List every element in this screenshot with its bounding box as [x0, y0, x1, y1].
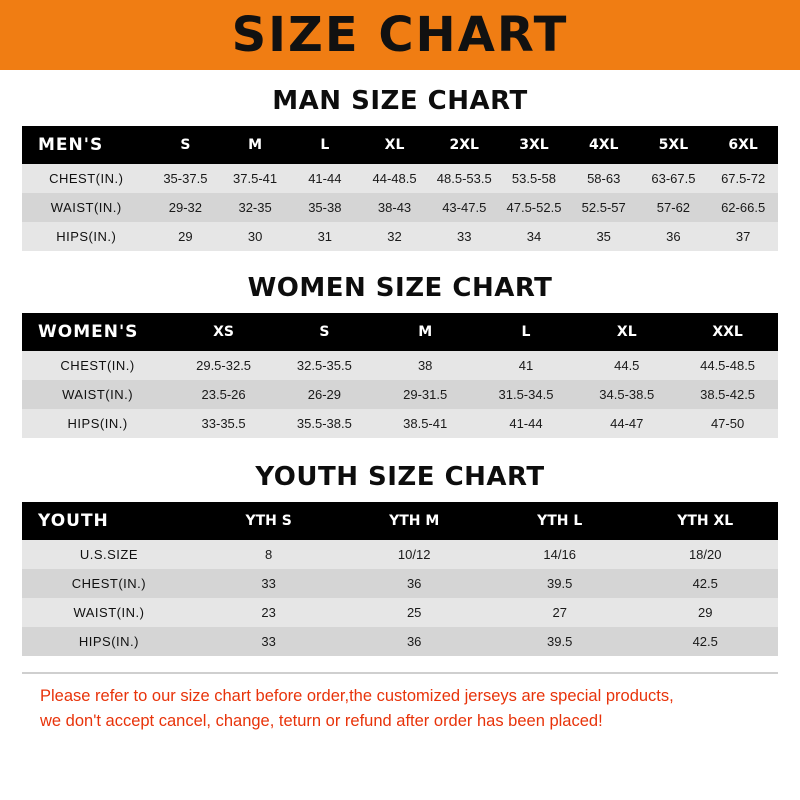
cell: 36: [639, 222, 709, 251]
women-section-title: WOMEN SIZE CHART: [247, 273, 553, 303]
footer-note-line-2: we don't accept cancel, change, teturn or refund after order has been placed!: [40, 711, 603, 730]
row-label: CHEST(IN.): [22, 569, 196, 598]
cell: 67.5-72: [708, 164, 778, 193]
youth-header-label: YOUTH: [22, 502, 196, 540]
youth-header-l: YTH L: [487, 502, 633, 540]
cell: 44.5: [576, 351, 677, 380]
men-header-4xl: 4XL: [569, 126, 639, 164]
row-label: CHEST(IN.): [22, 164, 151, 193]
cell: 26-29: [274, 380, 375, 409]
table-row: [22, 627, 778, 656]
cell: 37.5-41: [220, 164, 290, 193]
table-row: [22, 540, 778, 569]
cell: 29: [151, 222, 221, 251]
men-header-s: S: [151, 126, 221, 164]
table-row: [22, 598, 778, 627]
cell: 34: [499, 222, 569, 251]
cell: 39.5: [487, 569, 633, 598]
men-header-5xl: 5XL: [639, 126, 709, 164]
table-header-row: [22, 313, 778, 351]
header-band: [0, 0, 800, 70]
cell: 48.5-53.5: [429, 164, 499, 193]
cell: 33: [429, 222, 499, 251]
women-size-table: [22, 313, 778, 438]
women-header-label: WOMEN'S: [22, 313, 173, 351]
youth-header-m: YTH M: [341, 502, 487, 540]
cell: 63-67.5: [639, 164, 709, 193]
row-label: WAIST(IN.): [22, 193, 151, 222]
women-header-m: M: [375, 313, 476, 351]
cell: 29.5-32.5: [173, 351, 274, 380]
cell: 33: [196, 627, 342, 656]
footer-note-line-1: Please refer to our size chart before order,the customized jerseys are special products,: [40, 687, 674, 705]
cell: 32-35: [220, 193, 290, 222]
cell: 38.5-41: [375, 409, 476, 438]
women-header-s: S: [274, 313, 375, 351]
cell: 32.5-35.5: [274, 351, 375, 380]
cell: 53.5-58: [499, 164, 569, 193]
cell: 35-38: [290, 193, 360, 222]
men-header-6xl: 6XL: [708, 126, 778, 164]
women-header-l: L: [476, 313, 577, 351]
row-label: HIPS(IN.): [22, 409, 173, 438]
row-label: WAIST(IN.): [22, 598, 196, 627]
men-size-table: [22, 126, 778, 251]
cell: 35.5-38.5: [274, 409, 375, 438]
cell: 38.5-42.5: [677, 380, 778, 409]
cell: 47.5-52.5: [499, 193, 569, 222]
men-header-m: M: [220, 126, 290, 164]
row-label: CHEST(IN.): [22, 351, 173, 380]
table-row: [22, 380, 778, 409]
row-label: HIPS(IN.): [22, 222, 151, 251]
cell: 27: [487, 598, 633, 627]
cell: 23: [196, 598, 342, 627]
cell: 18/20: [632, 540, 778, 569]
cell: 23.5-26: [173, 380, 274, 409]
cell: 44.5-48.5: [677, 351, 778, 380]
cell: 42.5: [632, 569, 778, 598]
cell: 38: [375, 351, 476, 380]
men-section-title: MAN SIZE CHART: [272, 86, 528, 116]
cell: 33: [196, 569, 342, 598]
row-label: HIPS(IN.): [22, 627, 196, 656]
cell: 44-47: [576, 409, 677, 438]
youth-header-xl: YTH XL: [632, 502, 778, 540]
cell: 14/16: [487, 540, 633, 569]
content-area: [0, 86, 800, 734]
cell: 42.5: [632, 627, 778, 656]
table-row: [22, 351, 778, 380]
women-header-xs: XS: [173, 313, 274, 351]
cell: 29-32: [151, 193, 221, 222]
row-label: U.S.SIZE: [22, 540, 196, 569]
page-title: SIZE CHART: [231, 7, 569, 63]
cell: 32: [360, 222, 430, 251]
men-header-xl: XL: [360, 126, 430, 164]
footer-note: [22, 672, 778, 734]
cell: 41-44: [476, 409, 577, 438]
cell: 38-43: [360, 193, 430, 222]
women-header-xl: XL: [576, 313, 677, 351]
cell: 30: [220, 222, 290, 251]
cell: 62-66.5: [708, 193, 778, 222]
table-row: [22, 222, 778, 251]
youth-size-table: [22, 502, 778, 656]
table-header-row: [22, 126, 778, 164]
table-row: [22, 164, 778, 193]
cell: 41-44: [290, 164, 360, 193]
cell: 29: [632, 598, 778, 627]
table-header-row: [22, 502, 778, 540]
row-label: WAIST(IN.): [22, 380, 173, 409]
cell: 43-47.5: [429, 193, 499, 222]
cell: 10/12: [341, 540, 487, 569]
cell: 57-62: [639, 193, 709, 222]
cell: 36: [341, 627, 487, 656]
cell: 52.5-57: [569, 193, 639, 222]
cell: 44-48.5: [360, 164, 430, 193]
cell: 34.5-38.5: [576, 380, 677, 409]
cell: 41: [476, 351, 577, 380]
cell: 36: [341, 569, 487, 598]
table-row: [22, 569, 778, 598]
men-header-l: L: [290, 126, 360, 164]
cell: 39.5: [487, 627, 633, 656]
cell: 25: [341, 598, 487, 627]
cell: 33-35.5: [173, 409, 274, 438]
table-row: [22, 409, 778, 438]
cell: 29-31.5: [375, 380, 476, 409]
men-header-2xl: 2XL: [429, 126, 499, 164]
cell: 35-37.5: [151, 164, 221, 193]
cell: 31.5-34.5: [476, 380, 577, 409]
youth-header-s: YTH S: [196, 502, 342, 540]
men-header-label: MEN'S: [22, 126, 151, 164]
cell: 37: [708, 222, 778, 251]
cell: 47-50: [677, 409, 778, 438]
youth-section-title: YOUTH SIZE CHART: [255, 462, 545, 492]
table-row: [22, 193, 778, 222]
women-header-xxl: XXL: [677, 313, 778, 351]
cell: 35: [569, 222, 639, 251]
cell: 31: [290, 222, 360, 251]
men-header-3xl: 3XL: [499, 126, 569, 164]
cell: 8: [196, 540, 342, 569]
cell: 58-63: [569, 164, 639, 193]
